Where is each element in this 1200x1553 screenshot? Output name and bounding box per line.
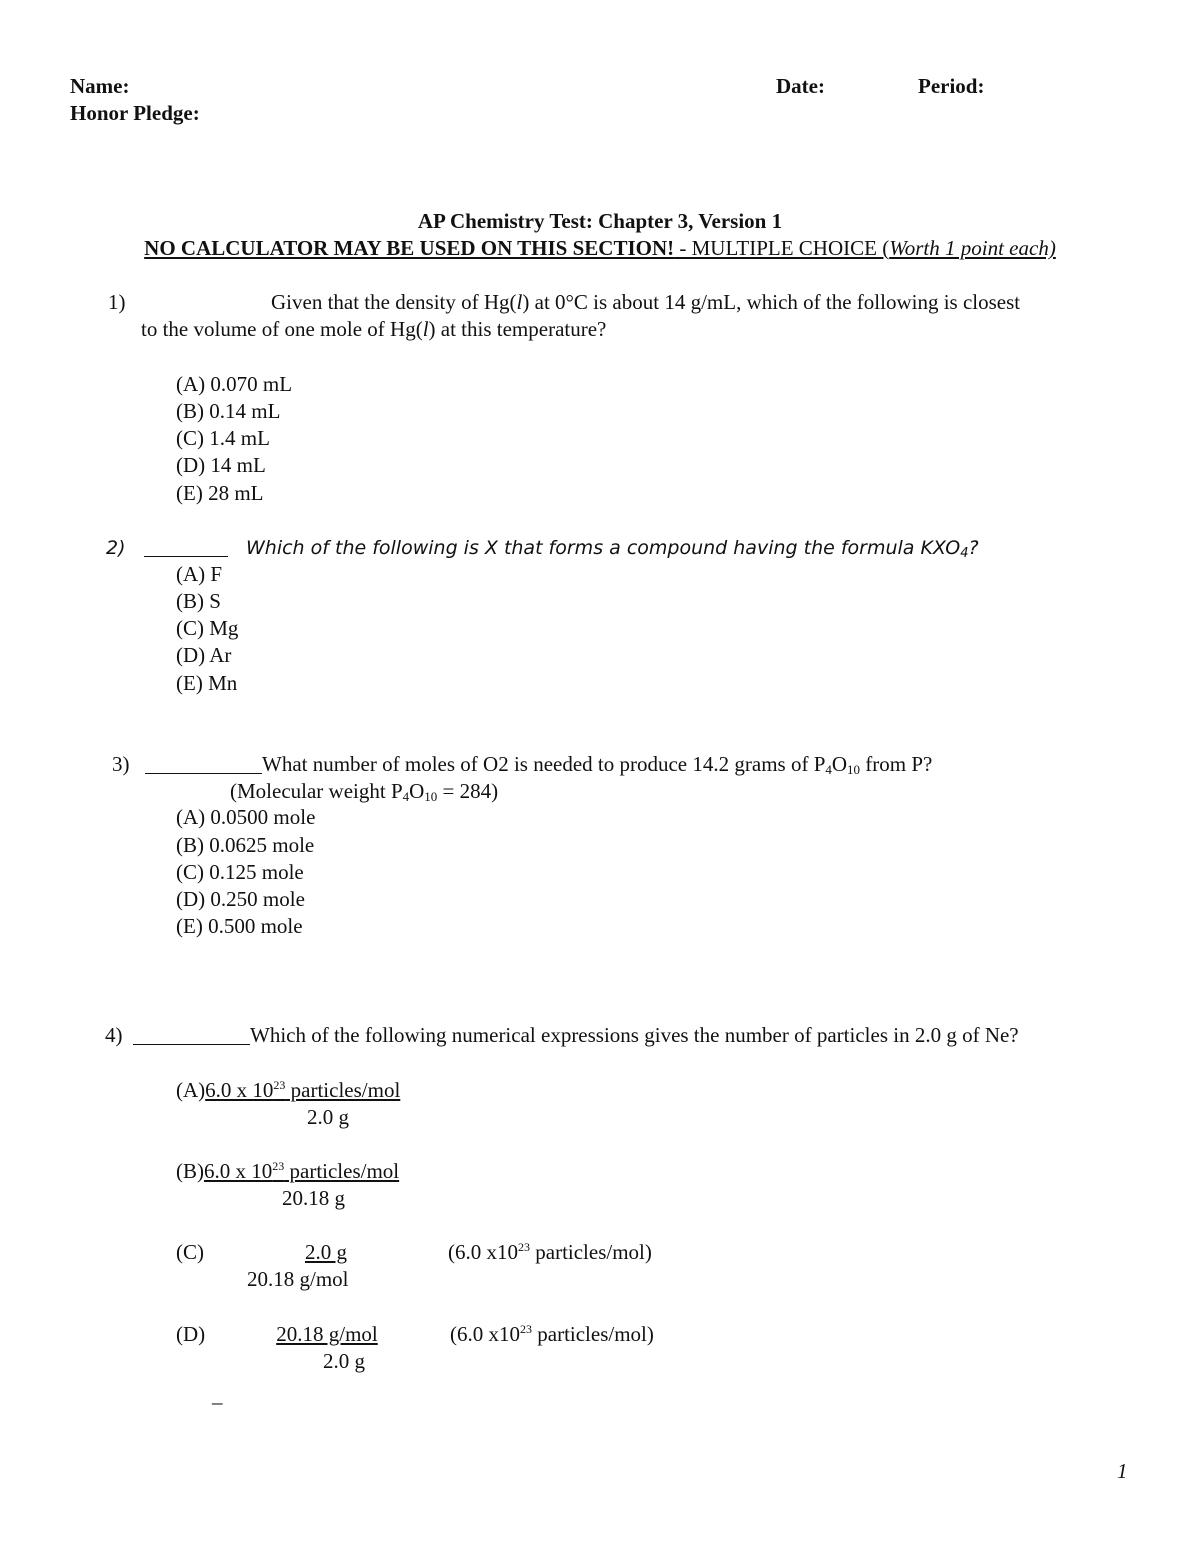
q3-option-b: (B) 0.0625 mole (176, 833, 315, 857)
q2-number: 2) (106, 537, 126, 559)
q2-option-c: (C) Mg (176, 616, 239, 640)
q1-text-line1: Given that the density of Hg(l) at 0°C is about 14 g/mL, which of the following is closest (271, 290, 1021, 314)
q4-number: 4) (105, 1023, 123, 1047)
q4-a-denominator: 2.0 g (307, 1105, 349, 1129)
q4-d-numerator: 20.18 g/mol (276, 1322, 378, 1346)
q1-text-line2: to the volume of one mole of Hg(l) at this temperature? (141, 317, 607, 341)
q4-text: Which of the following numerical expressions gives the number of particles in 2.0 g of Ne? (250, 1023, 1019, 1047)
q3-number: 3) (112, 752, 130, 776)
q4-option-b: (B)6.0 x $10^{23}$ particles/mol (176, 1159, 400, 1183)
test-title: AP Chemistry Test: Chapter 3, Version 1 (417, 209, 783, 233)
no-calculator-notice: NO CALCULATOR MAY BE USED ON THIS SECTION! (144, 236, 675, 260)
date-label: Date: (776, 74, 825, 98)
q2-option-a: (A) F (176, 562, 223, 586)
q4-a-numerator: 6.0 x $10^{23}$ particles/mol (205, 1078, 401, 1102)
q3-option-d: (D) 0.250 mole (176, 887, 305, 911)
period-label: Period: (918, 74, 985, 98)
q2-answer-blank[interactable] (144, 540, 228, 557)
page-number: 1 (1117, 1459, 1128, 1483)
section-banner (0, 236, 1200, 261)
q3-option-a: (A) 0.0500 mole (176, 805, 316, 829)
q4-d-denominator: 2.0 g (323, 1349, 365, 1373)
banner-separator: - MULTIPLE CHOICE ( (674, 236, 890, 260)
q2-text: Which of the following is X that forms a compound having the formula $KXO_4$? (246, 537, 979, 561)
q2-option-b: (B) S (176, 589, 221, 613)
q4-option-c-label: (C) (176, 1240, 204, 1264)
points-note: Worth 1 point each) (889, 236, 1056, 260)
q4-option-d-label: (D) (176, 1322, 206, 1346)
q1-option-e: (E) 28 mL (176, 481, 264, 505)
q1-option-b: (B) 0.14 mL (176, 399, 281, 423)
q4-b-numerator: 6.0 x $10^{23}$ particles/mol (204, 1159, 400, 1183)
q1-option-c: (C) 1.4 mL (176, 426, 270, 450)
q4-c-factor: (6.0 $x10^{23}$ particles/mol) (448, 1240, 652, 1264)
q3-text: What number of moles of O2 is needed to produce 14.2 grams of $P_4O_{10}$ from P? (262, 752, 933, 777)
q2-option-d: (D) Ar (176, 643, 232, 667)
honor-pledge-label: Honor Pledge: (70, 101, 200, 125)
q3-molecular-weight: (Molecular weight $P_4O_{10} = 284$) (230, 779, 499, 804)
q3-option-c: (C) 0.125 mole (176, 860, 304, 884)
q4-c-numerator: 2.0 g (305, 1240, 347, 1264)
q4-b-denominator: 20.18 g (282, 1186, 345, 1210)
q4-c-denominator: 20.18 g/mol (247, 1267, 349, 1291)
q3-answer-blank[interactable] (145, 757, 262, 774)
q3-option-e: (E) 0.500 mole (176, 914, 303, 938)
q4-answer-blank[interactable] (133, 1028, 250, 1045)
q1-option-d: (D) 14 mL (176, 453, 266, 477)
name-label: Name: (70, 74, 130, 98)
trailing-mark: _ (212, 1383, 223, 1407)
q1-option-a: (A) 0.070 mL (176, 372, 293, 396)
q1-number: 1) (108, 290, 126, 314)
q4-d-factor: (6.0 $x10^{23}$ particles/mol) (450, 1322, 654, 1346)
q4-option-a: (A)6.0 x $10^{23}$ particles/mol (176, 1078, 401, 1102)
q2-option-e: (E) Mn (176, 671, 238, 695)
